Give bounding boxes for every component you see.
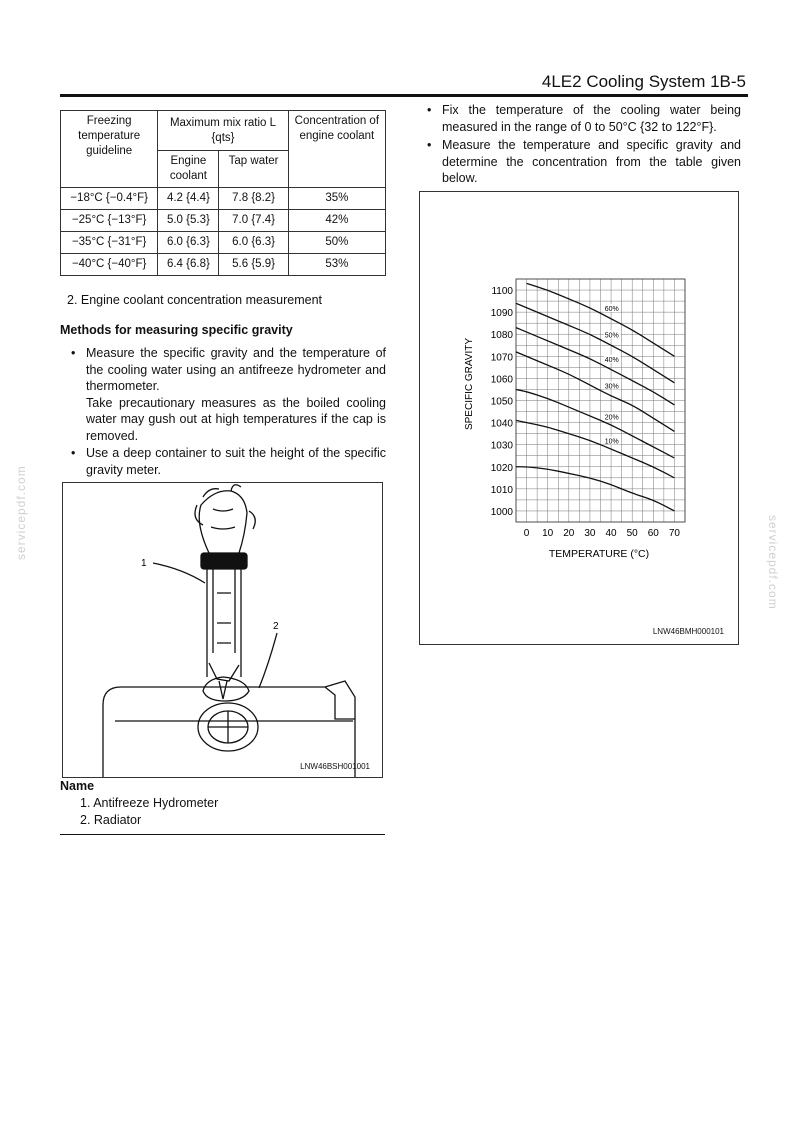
cell-water: 7.0 {7.4} (219, 210, 288, 232)
x-tick-label: 70 (668, 528, 680, 539)
table-row (61, 210, 386, 232)
hydrometer-drawing (63, 483, 382, 777)
specific-gravity-chart-box (419, 191, 739, 645)
cell-water: 5.6 {5.9} (219, 254, 288, 276)
cell-water: 6.0 {6.3} (219, 232, 288, 254)
hydrometer-float (217, 593, 231, 643)
bullet-item (60, 345, 386, 444)
radiator-tank-edge (325, 681, 355, 719)
hydrometer-nozzle-tip (219, 681, 227, 699)
coolant-mix-table (60, 110, 386, 276)
y-tick-label: 1030 (490, 440, 513, 452)
watermark-right: servicepdf.com (766, 515, 780, 610)
callout-leader-2 (259, 633, 277, 688)
bullet-item (60, 445, 386, 478)
callout-leader-1 (153, 563, 205, 583)
name-list (80, 795, 218, 828)
x-tick-label: 20 (563, 528, 575, 539)
x-tick-label: 0 (523, 528, 530, 539)
list-item: 1. Antifreeze Hydrometer (80, 796, 219, 810)
col-header-concentration: Concentration of engine coolant (288, 111, 385, 188)
x-tick-label: 40 (605, 528, 617, 539)
hydrometer-inner-tube (213, 563, 235, 653)
list-item: 2. Radiator (80, 812, 142, 827)
bullet-text-fix-temp: Fix the temperature of the cooling water being measured in the range of 0 to 50°C {32 to 122°F}. (442, 103, 741, 134)
y-tick-label: 1050 (490, 396, 513, 408)
callout-2-label: 2 (273, 621, 279, 632)
hydrometer-bulb (199, 491, 247, 553)
cell-temp: −40°C {−40°F} (61, 254, 158, 276)
col-header-freezing: Freezing temperature guideline (61, 111, 158, 188)
name-label: Name (60, 779, 95, 793)
bullet-text-container: Use a deep container to suit the height of the specific gravity meter. (86, 446, 386, 477)
bullet-text-precaution: Take precautionary measures as the boiled cooling water may gush out at high temperatures if the cap is removed. (86, 395, 386, 443)
cell-coolant: 5.0 {5.3} (158, 210, 219, 232)
bullet-text-measure-table: Measure the temperature and specific gravity and determine the concentration from the table given below. (442, 138, 741, 185)
methods-heading: Methods for measuring specific gravity (60, 323, 293, 337)
series-label: 60% (604, 306, 619, 314)
chart-grid (516, 279, 685, 522)
x-tick-label: 50 (626, 528, 638, 539)
bullet-icon: • (427, 138, 432, 152)
cell-concentration: 35% (288, 188, 385, 210)
y-tick-label: 1090 (490, 308, 513, 320)
bullet-item (427, 102, 741, 135)
series-label: 10% (604, 438, 619, 446)
right-bullet-list (427, 102, 741, 189)
step-2-heading: 2. Engine coolant concentration measurement (67, 293, 323, 307)
y-tick-label: 1000 (490, 506, 513, 518)
chart-series (516, 283, 674, 511)
x-tick-label: 10 (542, 528, 554, 539)
series-label: 30% (604, 383, 619, 391)
figure-code: LNW46BSH001001 (300, 762, 370, 771)
cell-temp: −35°C {−31°F} (61, 232, 158, 254)
hydrometer-collar (201, 553, 247, 569)
series-line (516, 352, 674, 432)
y-tick-label: 1100 (491, 286, 513, 298)
callout-1-label: 1 (141, 558, 147, 569)
figure-code: LNW46BMH000101 (652, 627, 724, 636)
bullet-icon: • (71, 346, 76, 360)
table-row (61, 232, 386, 254)
bullet-item (427, 137, 741, 187)
col-subheader-engine-coolant: Engine coolant (158, 151, 219, 188)
section-end-rule (60, 834, 385, 835)
y-tick-label: 1080 (490, 330, 513, 342)
cell-temp: −25°C {−13°F} (61, 210, 158, 232)
bullet-text-measure: Measure the specific gravity and the temperature of the cooling water using an antifreeze hydrometer and thermometer. (86, 346, 386, 393)
hydrometer-nozzle-top (209, 663, 239, 681)
hydrometer-barrel (207, 553, 241, 677)
y-tick-label: 1060 (490, 374, 513, 386)
col-subheader-tap-water: Tap water (219, 151, 288, 188)
page-header-title: 4LE2 Cooling System 1B-5 (541, 72, 746, 91)
series-line (516, 328, 674, 405)
bullet-icon: • (427, 103, 432, 117)
header-rule (60, 94, 748, 97)
series-label: 20% (604, 414, 619, 422)
series-label: 40% (604, 356, 619, 364)
series-label: 50% (604, 332, 619, 340)
cell-concentration: 50% (288, 232, 385, 254)
table-row (61, 254, 386, 276)
y-tick-label: 1070 (490, 352, 513, 364)
cell-coolant: 6.4 {6.8} (158, 254, 219, 276)
hydrometer-illustration (62, 482, 383, 778)
cell-temp: −18°C {−0.4°F} (61, 188, 158, 210)
hand-knuckles (211, 509, 235, 529)
specific-gravity-chart (420, 192, 738, 644)
x-tick-label: 60 (647, 528, 659, 539)
y-axis-label: SPECIFIC GRAVITY (464, 337, 475, 431)
y-tick-label: 1040 (490, 418, 513, 430)
cell-concentration: 53% (288, 254, 385, 276)
series-line (516, 420, 674, 477)
watermark-left: servicepdf.com (14, 465, 28, 560)
table-row (61, 188, 386, 210)
y-tick-label: 1020 (490, 462, 513, 474)
cell-water: 7.8 {8.2} (219, 188, 288, 210)
series-line (516, 303, 674, 383)
x-tick-label: 30 (584, 528, 596, 539)
cell-concentration: 42% (288, 210, 385, 232)
chart-ticks (491, 286, 681, 539)
y-tick-label: 1010 (490, 484, 513, 496)
bullet-icon: • (71, 446, 76, 460)
methods-bullet-list (60, 345, 386, 479)
x-axis-label: TEMPERATURE (°C) (548, 548, 650, 560)
cell-coolant: 6.0 {6.3} (158, 232, 219, 254)
series-line (516, 389, 674, 457)
col-header-mix-ratio: Maximum mix ratio L {qts} (158, 111, 288, 151)
cell-coolant: 4.2 {4.4} (158, 188, 219, 210)
